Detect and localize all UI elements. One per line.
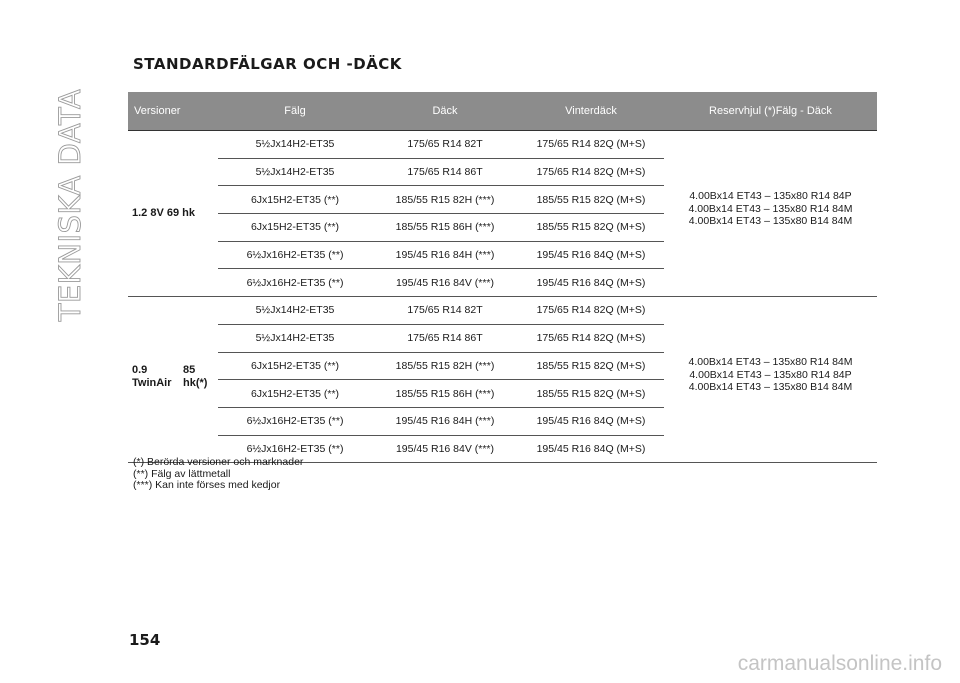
header-reservhjul — [664, 92, 877, 130]
version-label-line1: 0.9 TwinAir — [132, 364, 172, 390]
header-reservhjul-line2: Fälg - Däck — [775, 105, 832, 117]
cell-dack: 195/45 R16 84H (***) — [395, 415, 495, 428]
table-row — [218, 242, 664, 270]
cell-falg: 6½Jx16H2-ET35 (**) — [246, 276, 344, 289]
page-number: 154 — [129, 631, 161, 649]
table-row — [218, 408, 664, 436]
cell-falg: 6½Jx16H2-ET35 (**) — [246, 415, 344, 428]
cell-vinterdack: 185/55 R15 82Q (M+S) — [536, 359, 646, 372]
header-falg: Fälg — [284, 105, 306, 117]
watermark: carmanualsonline.info — [737, 652, 942, 675]
table-row — [218, 186, 664, 214]
section-side-title: TEKNISKA DATA — [53, 88, 87, 322]
table-row — [218, 353, 664, 381]
footnotes — [133, 457, 303, 492]
cell-dack: 185/55 R15 86H (***) — [395, 221, 495, 234]
footnote: (**) Fälg av lättmetall — [133, 467, 231, 480]
cell-falg: 6½Jx16H2-ET35 (**) — [246, 249, 344, 262]
footnote: (*) Berörda versioner och marknader — [133, 456, 304, 468]
cell-dack: 185/55 R15 82H (***) — [395, 193, 495, 206]
spare-wheel-spec: 4.00Bx14 ET43 – 135x80 B14 84M — [688, 215, 853, 227]
cell-vinterdack: 175/65 R14 82Q (M+S) — [536, 138, 646, 151]
spare-wheel-spec: 4.00Bx14 ET43 – 135x80 B14 84M — [688, 381, 853, 394]
cell-vinterdack: 175/65 R14 82Q (M+S) — [536, 166, 646, 179]
table-row — [218, 131, 664, 159]
cell-falg: 6Jx15H2-ET35 (**) — [250, 359, 340, 372]
header-dack: Däck — [432, 105, 458, 117]
wheels-tyres-table — [128, 92, 877, 463]
table-row — [218, 380, 664, 408]
cell-vinterdack: 195/45 R16 84Q (M+S) — [536, 276, 646, 289]
cell-falg: 5½Jx14H2-ET35 — [255, 166, 335, 179]
version-label — [128, 297, 218, 462]
cell-dack: 185/55 R15 82H (***) — [395, 359, 495, 372]
header-vinterdack: Vinterdäck — [565, 105, 617, 117]
cell-vinterdack: 175/65 R14 82Q (M+S) — [536, 332, 646, 345]
cell-falg: 6Jx15H2-ET35 (**) — [250, 387, 340, 400]
cell-vinterdack: 185/55 R15 82Q (M+S) — [536, 387, 646, 400]
spare-wheel-cell — [664, 131, 877, 296]
cell-vinterdack: 175/65 R14 82Q (M+S) — [536, 304, 646, 317]
table-row — [218, 214, 664, 242]
header-reservhjul-line1: Reservhjul (*) — [709, 105, 776, 117]
cell-falg: 5½Jx14H2-ET35 — [255, 304, 335, 317]
version-label: 1.2 8V 69 hk — [132, 207, 195, 220]
cell-vinterdack: 185/55 R15 82Q (M+S) — [536, 193, 646, 206]
cell-falg: 5½Jx14H2-ET35 — [255, 332, 335, 345]
cell-dack: 175/65 R14 86T — [407, 332, 483, 345]
spare-wheel-spec: 4.00Bx14 ET43 – 135x80 R14 84P — [689, 190, 852, 202]
cell-falg: 6Jx15H2-ET35 (**) — [250, 193, 340, 206]
spare-wheel-spec: 4.00Bx14 ET43 – 135x80 R14 84M — [688, 356, 853, 369]
table-header — [128, 92, 877, 131]
version-group-1 — [128, 131, 877, 297]
version-label-line2: 85 hk(*) — [182, 364, 208, 390]
cell-dack: 195/45 R16 84V (***) — [395, 276, 495, 289]
table-row — [218, 269, 664, 296]
cell-vinterdack: 195/45 R16 84Q (M+S) — [536, 249, 646, 262]
cell-vinterdack: 185/55 R15 82Q (M+S) — [536, 221, 646, 234]
cell-dack: 195/45 R16 84H (***) — [395, 249, 495, 262]
spare-wheel-spec: 4.00Bx14 ET43 – 135x80 R14 84M — [688, 202, 853, 215]
table-row — [218, 159, 664, 187]
table-row — [218, 325, 664, 353]
spare-wheel-cell — [664, 297, 877, 462]
cell-dack: 175/65 R14 82T — [407, 304, 483, 317]
header-versioner: Versioner — [134, 105, 181, 117]
cell-dack: 195/45 R16 84V (***) — [395, 442, 495, 455]
cell-dack: 175/65 R14 86T — [407, 166, 483, 179]
cell-dack: 175/65 R14 82T — [407, 138, 483, 151]
cell-falg: 6Jx15H2-ET35 (**) — [250, 221, 340, 234]
cell-dack: 185/55 R15 86H (***) — [395, 387, 495, 400]
group-rows — [218, 131, 664, 296]
cell-vinterdack: 195/45 R16 84Q (M+S) — [536, 442, 646, 455]
group-rows — [218, 297, 664, 462]
footnote: (***) Kan inte förses med kedjor — [133, 479, 281, 491]
cell-falg: 5½Jx14H2-ET35 — [255, 138, 335, 151]
cell-vinterdack: 195/45 R16 84Q (M+S) — [536, 415, 646, 428]
version-group-2 — [128, 297, 877, 463]
table-row — [218, 297, 664, 325]
spare-wheel-spec: 4.00Bx14 ET43 – 135x80 R14 84P — [689, 368, 852, 381]
page-heading: STANDARDFÄLGAR OCH -DÄCK — [133, 55, 402, 73]
cell-falg: 6½Jx16H2-ET35 (**) — [246, 442, 344, 455]
